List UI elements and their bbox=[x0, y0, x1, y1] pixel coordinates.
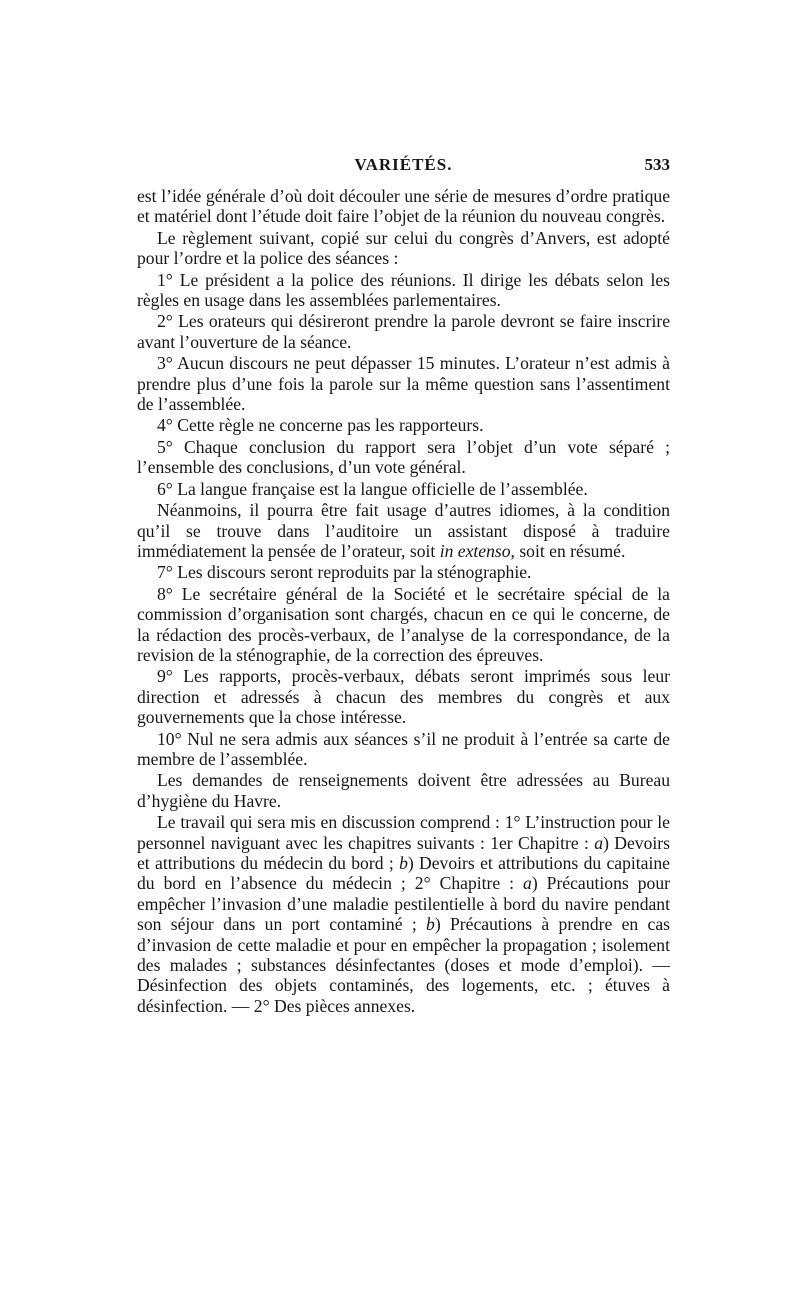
text-run: ) Devoirs et attributions du capitaine du bord en l’absence du médecin ; 2° Chapitre : bbox=[137, 853, 670, 894]
paragraph: Les demandes de renseignements doivent être adressées au Bureau d’hygiène du Havre. bbox=[137, 770, 670, 811]
paragraph bbox=[137, 812, 670, 1016]
regulation-item-8: 8° Le secrétaire général de la Société et le secrétaire spécial de la commission d’organisation sont chargés, chacun en ce qui le concerne, de la rédaction des procès-verbaux, de l’analyse de la correspondance, de la revision de la sténographie, de la correction des épreuves. bbox=[137, 583, 670, 665]
paragraph: est l’idée générale d’où doit découler une série de mesures d’ordre pratique et matériel dont l’étude doit faire l’objet de la réunion du nouveau congrès. bbox=[137, 186, 670, 227]
regulation-item-5: 5° Chaque conclusion du rapport sera l’objet d’un vote séparé ; l’ensemble des conclusions, d’un vote général. bbox=[137, 436, 670, 478]
italic-text: b bbox=[399, 853, 408, 873]
italic-text: in extenso bbox=[439, 540, 511, 561]
regulation-item-2: 2° Les orateurs qui désireront prendre la parole devront se faire inscrire avant l’ouverture de la séance. bbox=[137, 311, 670, 352]
page-header bbox=[137, 155, 670, 181]
italic-text: b bbox=[426, 914, 435, 935]
paragraph bbox=[137, 500, 670, 561]
text-run: , soit en résumé. bbox=[510, 540, 626, 561]
regulation-item-7: 7° Les discours seront reproduits par la sténographie. bbox=[157, 562, 532, 583]
page-number: 533 bbox=[644, 155, 670, 174]
text-run: ) Devoirs et attributions du médecin du bord ; bbox=[137, 832, 670, 873]
running-title: VARIÉTÉS. bbox=[354, 155, 453, 174]
text-run: Néanmoins, il pourra être fait usage d’autres idiomes, à la condition qu’il se trouve dans l’auditoire un assistant disposé à traduire immédiatement la pensée de l’orateur, soit bbox=[137, 500, 670, 561]
regulation-item-4: 4° Cette règle ne concerne pas les rapporteurs. bbox=[157, 415, 484, 436]
regulation-item-6: 6° La langue française est la langue officielle de l’assemblée. bbox=[157, 478, 588, 499]
text-run: ) Précautions pour empêcher l’invasion d’une maladie pestilentielle à bord du navire pendant son séjour dans un port contaminé ; bbox=[137, 873, 670, 935]
paragraph: Le règlement suivant, copié sur celui du congrès d’Anvers, est adopté pour l’ordre et la police des séances : bbox=[137, 227, 670, 269]
italic-text: a bbox=[594, 832, 604, 853]
text-run: ) Précautions à prendre en cas d’invasion de cette maladie et pour en empêcher la propagation ; isolement des malades ; substances désinfectantes (doses et mode d’emploi). — Désinfection des objets contaminés, des logements, etc. ; étuves à désinfection. — 2° Des pièces annexes. bbox=[137, 914, 671, 1016]
italic-text: a bbox=[523, 873, 532, 894]
regulation-item-1: 1° Le président a la police des réunions. Il dirige les débats selon les règles en usage dans les assemblées parlementaires. bbox=[137, 269, 670, 311]
regulation-item-3: 3° Aucun discours ne peut dépasser 15 minutes. L’orateur n’est admis à prendre plus d’une fois la parole sur la même question sans l’assentiment de l’assemblée. bbox=[137, 353, 670, 415]
regulation-item-10: 10° Nul ne sera admis aux séances s’il ne produit à l’entrée sa carte de membre de l’assemblée. bbox=[137, 728, 670, 769]
regulation-item-9: 9° Les rapports, procès-verbaux, débats seront imprimés sous leur direction et adressés à chacun des membres du congrès et aux gouvernements que la chose intéresse. bbox=[137, 666, 670, 728]
text-run: Le travail qui sera mis en discussion comprend : 1° L’instruction pour le personnel naviguant avec les chapitres suivants : 1er Chapitre : bbox=[137, 812, 670, 853]
text-body bbox=[137, 186, 670, 1016]
